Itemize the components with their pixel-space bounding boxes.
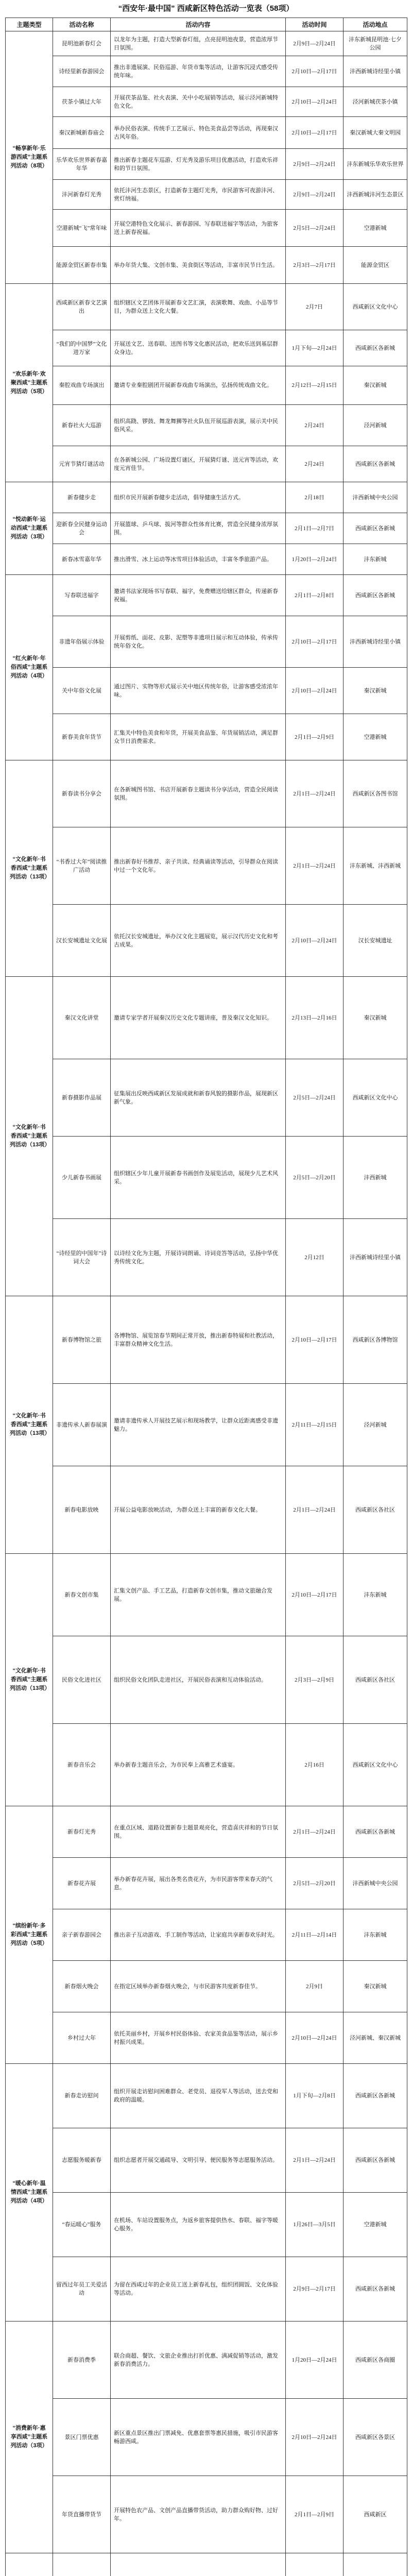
header-content: 活动内容 [111, 18, 286, 31]
activity-time: 2月9日—2月24日 [286, 180, 344, 210]
activity-row [53, 2128, 407, 2193]
activity-place: 空港新城 [344, 2193, 407, 2257]
activity-name: 新春音乐会 [53, 1724, 111, 1806]
activity-place: 西咸新区各社区 [344, 1466, 407, 1554]
activity-rows [53, 760, 407, 977]
activity-rows [53, 2064, 407, 2321]
activity-place: 沣东新城乐华欢乐世界 [344, 149, 407, 180]
activity-time: 2月10日—2月24日 [286, 668, 344, 714]
activity-name: 亲子新春游园会 [53, 1909, 111, 1961]
activity-content: 开展特色农产品、文创产品直播带货活动，助力群众购好物、过好年。 [111, 2476, 286, 2553]
activity-content: 组织辖区少年儿童开展新春书画创作及展览活动，展现少儿艺术风采。 [111, 1137, 286, 1219]
activity-row [53, 827, 407, 905]
activity-name: 沣河新春灯光秀 [53, 180, 111, 210]
header-category: 主题类型 [6, 18, 53, 31]
activity-place: 西咸新区文化中心 [344, 1059, 407, 1137]
table-body [6, 31, 407, 2576]
activity-name: “诗经里的中国年”诗词大会 [53, 1219, 111, 1296]
activity-table [5, 18, 407, 2576]
activity-place: 西咸新区各新城 [344, 330, 407, 366]
activity-name: 诗经里新春游园会 [53, 56, 111, 87]
activity-rows [53, 2553, 407, 2576]
activity-name: 迎新春全民健身运动会 [53, 513, 111, 544]
activity-content: 组织开展走访慰问困难群众、老党员、退役军人等活动，送去党和政府的温暖。 [111, 2064, 286, 2128]
activity-rows [53, 575, 407, 760]
activity-name: “我们的中国梦”文化进万家 [53, 330, 111, 366]
activity-rows [53, 977, 407, 1296]
activity-content: 开展篮球、乒乓球、拔河等群众性体育比赛，营造全民健身浓厚氛围。 [111, 513, 286, 544]
activity-row [53, 513, 407, 544]
theme-category-label: “文化新年·书香西咸”主题系列活动（13项） [6, 1296, 53, 1554]
activity-content: 以龙年为主题，打造大型新春灯组，点亮昆明池夜景，营造浓厚节日氛围。 [111, 31, 286, 56]
activity-place: 能源金贸区 [344, 247, 407, 284]
activity-row [53, 2321, 407, 2399]
activity-place: 西咸新区 [344, 2476, 407, 2553]
activity-time: 2月1日—2月24日 [286, 1806, 344, 1858]
page-title: “西安年·最中国” 西咸新区特色活动一览表（58项） [118, 4, 294, 13]
activity-name: 新春博物馆之旅 [53, 1296, 111, 1384]
activity-rows [53, 1806, 407, 2064]
activity-time: 2月1日—2月7日 [286, 513, 344, 544]
activity-place: 西咸新区各新城 [344, 1806, 407, 1858]
activity-content: 举办年货大集、文创市集、美食街区等活动，丰富市民节日生活。 [111, 247, 286, 284]
activity-row [53, 56, 407, 87]
theme-category-block [6, 760, 407, 977]
activity-place: 西咸新区各商圈 [344, 2321, 407, 2399]
activity-place: 西咸新区各新城 [344, 2257, 407, 2321]
activity-content: 推出亲子互动游戏、手工制作等活动，让家庭共享新春欢乐时光。 [111, 1909, 286, 1961]
activity-time: 2月1日—2月9日 [286, 714, 344, 760]
activity-name: 新春社火大巡游 [53, 405, 111, 446]
activity-place [344, 2553, 407, 2576]
activity-time: 2月16日 [286, 1724, 344, 1806]
activity-place: 沣西新城沣河生态景区 [344, 180, 407, 210]
activity-row [53, 2399, 407, 2476]
activity-time: 1月20日—2月24日 [286, 544, 344, 575]
activity-row [53, 446, 407, 482]
header-name: 活动名称 [53, 18, 111, 31]
activity-place: 沣西新城中央公园 [344, 482, 407, 513]
theme-category-label: “悦动新年·运动西咸”主题系列活动（3项） [6, 482, 53, 575]
theme-category-block [6, 977, 407, 1296]
activity-place: 沣东新城、沣西新城 [344, 827, 407, 905]
activity-name: “书香过大年”阅读推广活动 [53, 827, 111, 905]
activity-name: 民俗文化进社区 [53, 1636, 111, 1724]
activity-content: 举办新春花卉展，展出各类名贵花卉，为市民游客带来春天的气息。 [111, 1858, 286, 1909]
activity-row [53, 366, 407, 405]
activity-time: 2月24日 [286, 446, 344, 482]
activity-time: 1月20日—2月24日 [286, 2321, 344, 2399]
activity-content: 在机场、车站设置服务点，为返乡旅客提供热水、春联、福字等暖心服务。 [111, 2193, 286, 2257]
activity-time: 2月7日 [286, 284, 344, 330]
activity-content: 开展公益电影放映活动，为群众送上丰富的新春文化大餐。 [111, 1466, 286, 1554]
activity-row [53, 905, 407, 977]
activity-row [53, 1554, 407, 1636]
activity-rows [53, 31, 407, 284]
activity-row [53, 1858, 407, 1909]
activity-name: 关中年俗文化展 [53, 668, 111, 714]
activity-time: 2月1日—2月24日 [286, 760, 344, 827]
activity-content: 依托汉长安城遗址，举办汉文化主题展览，展示汉代历史文化和考古成果。 [111, 905, 286, 977]
activity-name: “春运暖心”服务 [53, 2193, 111, 2257]
activity-place: 沣东新城 [344, 1909, 407, 1961]
activity-rows [53, 2321, 407, 2553]
activity-name: 新春读书分享会 [53, 760, 111, 827]
activity-time: 2月12日 [286, 1219, 344, 1296]
activity-name: 非遗年俗展示体验 [53, 616, 111, 668]
activity-time: 1月26日—3月5日 [286, 2193, 344, 2257]
activity-name: 少儿新春书画展 [53, 1137, 111, 1219]
theme-category-label [6, 2553, 53, 2576]
activity-name: 茯茶小镇过大年 [53, 87, 111, 117]
activity-time: 2月1日—2月24日 [286, 827, 344, 905]
activity-content: 推出新春好书推荐、亲子共读、经典诵读等活动，引导群众在阅读中过一个文化年。 [111, 827, 286, 905]
activity-content: 新区重点景区推出门票减免、优惠套票等惠民措施，吸引市民游客畅游西咸。 [111, 2399, 286, 2476]
activity-content: 邀请书法家现场书写春联、福字，免费赠送给辖区群众，传递新春祝福。 [111, 575, 286, 616]
activity-rows [53, 284, 407, 482]
activity-row [53, 1466, 407, 1554]
activity-time: 2月10日—2月17日 [286, 1296, 344, 1384]
activity-content: 组织市民开展新春健步走活动，倡导健康生活方式。 [111, 482, 286, 513]
activity-place: 沣西新城诗经里小镇 [344, 56, 407, 87]
activity-place: 汉长安城遗址 [344, 905, 407, 977]
activity-row [53, 1909, 407, 1961]
activity-content: 组织高跷、锣鼓、舞龙舞狮等社火队伍开展巡游表演，展示关中民俗风采。 [111, 405, 286, 446]
theme-category-label: “暖心新年·温情西咸”主题系列活动（4项） [6, 2064, 53, 2321]
activity-place: 西咸新区各景区 [344, 2399, 407, 2476]
activity-content: 推出新春主题花车巡游、灯光秀及游乐项目优惠活动，打造欢乐祥和的节日氛围。 [111, 149, 286, 180]
activity-content: 联合商超、餐饮、文旅企业推出打折优惠、满减促销等活动，激发新春消费活力。 [111, 2321, 286, 2399]
activity-time: 1月下旬—2月24日 [286, 330, 344, 366]
activity-place: 沣东新城 [344, 544, 407, 575]
activity-row [53, 2476, 407, 2553]
activity-content: 邀请专家学者开展秦汉历史文化专题讲座，普及秦汉文化知识。 [111, 977, 286, 1059]
activity-content: 汇集文创产品、手工艺品，打造新春文创市集，推动文旅融合发展。 [111, 1554, 286, 1636]
activity-time: 2月5日—2月24日 [286, 1059, 344, 1137]
activity-row [53, 180, 407, 210]
activity-row [53, 575, 407, 616]
activity-content: 组织辖区文艺团体开展新春文艺汇演，表演歌舞、戏曲、小品等节目，为群众送上文化大餐。 [111, 284, 286, 330]
activity-place: 西咸新区各新城 [344, 513, 407, 544]
activity-name [53, 2553, 111, 2576]
activity-row [53, 149, 407, 180]
activity-content: 举办新春主题音乐会，为市民奉上高雅艺术盛宴。 [111, 1724, 286, 1806]
activity-place: 西咸新区各新城 [344, 2128, 407, 2193]
activity-time: 2月24日 [286, 405, 344, 446]
activity-row [53, 284, 407, 330]
activity-place: 空港新城 [344, 210, 407, 247]
activity-content: 为留在西咸过年的企业员工送上新春礼包，组织团圆饭、文化体验等活动。 [111, 2257, 286, 2321]
activity-name: 元宵节猜灯谜活动 [53, 446, 111, 482]
activity-row [53, 405, 407, 446]
activity-time: 2月12日—2月15日 [286, 366, 344, 405]
activity-row [53, 210, 407, 247]
activity-time: 2月10日—2月17日 [286, 117, 344, 149]
activity-place: 西咸新区各新城 [344, 575, 407, 616]
activity-time: 2月9日 [286, 1961, 344, 2012]
activity-name: 志愿服务暖新春 [53, 2128, 111, 2193]
activity-content: 组织民俗文化团队走进社区，开展民俗表演和互动体验活动。 [111, 1636, 286, 1724]
activity-name: 新春走访慰问 [53, 2064, 111, 2128]
activity-time: 2月3日—2月17日 [286, 247, 344, 284]
activity-content: 征集展出反映西咸新区发展成就和新春风貌的摄影作品，展现新区新气象。 [111, 1059, 286, 1137]
activity-time: 2月11日—2月14日 [286, 1909, 344, 1961]
activity-time: 2月10日—2月24日 [286, 905, 344, 977]
activity-row [53, 1059, 407, 1137]
activity-name: 新春美食年货节 [53, 714, 111, 760]
activity-place: 西咸新区各社区 [344, 1636, 407, 1724]
theme-category-block [6, 1806, 407, 2064]
activity-content: 在各新城公园、广场设置灯谜区，开展猜灯谜、送元宵等活动，欢度元宵佳节。 [111, 446, 286, 482]
theme-category-label: “红火新年·年俗西咸”主题系列活动（4项） [6, 575, 53, 760]
activity-row [53, 330, 407, 366]
activity-time: 2月9日—2月24日 [286, 31, 344, 56]
activity-name: 汉长安城遗址文化展 [53, 905, 111, 977]
activity-name: 空港新城“飞”常年味 [53, 210, 111, 247]
activity-time: 2月3日—2月9日 [286, 1636, 344, 1724]
activity-name: 乐华欢乐世界新春嘉年华 [53, 149, 111, 180]
activity-time: 2月18日 [286, 482, 344, 513]
activity-name: 新春烟火晚会 [53, 1961, 111, 2012]
activity-place: 西咸新区文化中心 [344, 1724, 407, 1806]
theme-category-label: “文化新年·书香西咸”主题系列活动（13项） [6, 977, 53, 1296]
activity-place: 西咸新区各新城 [344, 446, 407, 482]
theme-category-label: “文化新年·书香西咸”主题系列活动（13项） [6, 1554, 53, 1806]
theme-category-block [6, 284, 407, 482]
activity-rows [53, 1296, 407, 1554]
activity-place: 西咸新区文化中心 [344, 284, 407, 330]
activity-time: 2月5日—2月20日 [286, 1137, 344, 1219]
activity-content: 举办民俗表演、传统手工艺展示、特色美食品尝等活动，再现秦汉古风年俗。 [111, 117, 286, 149]
activity-row [53, 2193, 407, 2257]
activity-name: 新春摄影作品展 [53, 1059, 111, 1137]
activity-content: 推出非遗展演、民俗巡游、年货市集等活动，让游客沉浸式感受传统年味。 [111, 56, 286, 87]
theme-category-block [6, 1554, 407, 1806]
activity-name: 新春消费季 [53, 2321, 111, 2399]
theme-category-block [6, 575, 407, 760]
theme-category-block [6, 2553, 407, 2576]
activity-place: 秦汉新城 [344, 977, 407, 1059]
activity-content: 推出滑雪、冰上运动等冰雪项目体验活动，丰富冬季旅游产品。 [111, 544, 286, 575]
activity-name: 新春花卉展 [53, 1858, 111, 1909]
activity-place: 泾河新城、秦汉新城 [344, 2012, 407, 2064]
activity-place: 沣西新城诗经里小镇 [344, 616, 407, 668]
activity-name: 非遗传承人新春展演 [53, 1384, 111, 1466]
activity-content: 通过图片、实物等形式展示关中地区传统年俗，让游客感受浓浓年味。 [111, 668, 286, 714]
activity-place: 沣西新城诗经里小镇 [344, 1219, 407, 1296]
activity-content: 依托美丽乡村，开展乡村民俗体验、农家美食品鉴等活动，展示乡村振兴成果。 [111, 2012, 286, 2064]
activity-rows [53, 482, 407, 575]
activity-content: 开展空港特色文化展示、新春游园、写春联送福字等活动，为旅客送上新春祝福。 [111, 210, 286, 247]
activity-row [53, 1219, 407, 1296]
activity-row [53, 1296, 407, 1384]
activity-row [53, 117, 407, 149]
theme-category-label: “缤纷新年·多彩西咸”主题系列活动（5项） [6, 1806, 53, 2064]
activity-time: 2月1日—2月9日 [286, 2476, 344, 2553]
activity-content: 在重点区域、道路设置新春主题景观亮化，营造喜庆祥和的节日氛围。 [111, 1806, 286, 1858]
activity-name: 昆明池新春灯会 [53, 31, 111, 56]
theme-category-block [6, 31, 407, 284]
activity-name: 新春电影放映 [53, 1466, 111, 1554]
activity-row [53, 2553, 407, 2576]
activity-content: 组织志愿者开展交通疏导、文明引导、便民服务等志愿服务活动。 [111, 2128, 286, 2193]
activity-name: 留西过年员工关爱活动 [53, 2257, 111, 2321]
activity-row [53, 2064, 407, 2128]
activity-content: 开展剪纸、面花、皮影、泥塑等非遗项目展示和互动体验，传承传统年俗文化。 [111, 616, 286, 668]
activity-content: 各博物馆、展览馆春节期间正常开放，推出新春特展和社教活动，丰富群众精神文化生活。 [111, 1296, 286, 1384]
activity-row [53, 2257, 407, 2321]
activity-time [286, 2553, 344, 2576]
theme-category-label: “文化新年·书香西咸”主题系列活动（13项） [6, 760, 53, 977]
activity-row [53, 87, 407, 117]
activity-place: 秦汉新城大秦文明园 [344, 117, 407, 149]
activity-place: 西咸新区各图书馆 [344, 760, 407, 827]
activity-row [53, 977, 407, 1059]
activity-name: 秦汉新城新春庙会 [53, 117, 111, 149]
activity-row [53, 544, 407, 575]
activity-content: 开展送文艺、送春联、送图书等文化惠民活动，把欢乐送到基层群众身边。 [111, 330, 286, 366]
activity-row [53, 616, 407, 668]
activity-time: 2月10日—2月24日 [286, 2012, 344, 2064]
activity-row [53, 31, 407, 56]
activity-row [53, 1384, 407, 1466]
activity-place: 泾河新城 [344, 405, 407, 446]
activity-time: 2月1日—2月24日 [286, 2128, 344, 2193]
activity-name: 乡村过大年 [53, 2012, 111, 2064]
activity-time: 2月5日—2月24日 [286, 210, 344, 247]
activity-place: 空港新城 [344, 714, 407, 760]
activity-place: 沣东新城 [344, 1554, 407, 1636]
activity-row [53, 760, 407, 827]
activity-content: 开展茯茶品鉴、社火表演、关中小吃展销等活动，展示泾河新城特色文化。 [111, 87, 286, 117]
activity-place: 沣西新城中央公园 [344, 1858, 407, 1909]
header-place: 活动地点 [344, 18, 407, 31]
activity-name: 新春文创市集 [53, 1554, 111, 1636]
activity-place: 泾河新城 [344, 1384, 407, 1466]
activity-time: 2月13日—2月16日 [286, 977, 344, 1059]
activity-row [53, 668, 407, 714]
header-time: 活动时间 [286, 18, 344, 31]
activity-name: 景区门票优惠 [53, 2399, 111, 2476]
activity-name: 秦汉文化讲堂 [53, 977, 111, 1059]
activity-name: 西咸新区新春文艺演出 [53, 284, 111, 330]
activity-row [53, 1961, 407, 2012]
activity-place: 秦汉新城 [344, 1961, 407, 2012]
activity-name: 写春联送福字 [53, 575, 111, 616]
activity-place: 沣东新城昆明池·七夕公园 [344, 31, 407, 56]
activity-row [53, 482, 407, 513]
theme-category-block [6, 2064, 407, 2321]
activity-place: 西咸新区各新城 [344, 2064, 407, 2128]
activity-name: 新春灯光秀 [53, 1806, 111, 1858]
activity-row [53, 1636, 407, 1724]
activity-time: 2月9日—2月17日 [286, 2257, 344, 2321]
activity-content [111, 2553, 286, 2576]
activity-time: 2月11日—2月15日 [286, 1384, 344, 1466]
activity-content: 以诗经文化为主题，开展诗词朗诵、诗词竞答等活动，弘扬中华优秀传统文化。 [111, 1219, 286, 1296]
activity-row [53, 1137, 407, 1219]
activity-name: 新春健步走 [53, 482, 111, 513]
activity-place: 西咸新区各博物馆 [344, 1296, 407, 1384]
activity-time: 1月下旬—2月8日 [286, 2064, 344, 2128]
theme-category-label: “欢乐新年·欢聚西咸”主题系列活动（5项） [6, 284, 53, 482]
activity-content: 在各新城图书馆、书店开展新春主题读书分享活动，营造全民阅读氛围。 [111, 760, 286, 827]
activity-name: 新春冰雪嘉年华 [53, 544, 111, 575]
activity-time: 2月10日—2月17日 [286, 1554, 344, 1636]
activity-content: 汇集关中特色美食和年货，开展美食品鉴、年货展销活动，满足群众节日消费需求。 [111, 714, 286, 760]
activity-time: 2月1日—2月8日 [286, 575, 344, 616]
theme-category-label: “消费新年·惠享西咸”主题系列活动（3项） [6, 2321, 53, 2553]
activity-time: 2月5日—2月20日 [286, 1858, 344, 1909]
activity-row [53, 247, 407, 284]
activity-content: 在指定区域举办新春烟火晚会，与市民游客共度新春佳节。 [111, 1961, 286, 2012]
activity-content: 邀请专业秦腔剧团开展新春戏曲专场演出，弘扬传统戏曲文化。 [111, 366, 286, 405]
theme-category-block [6, 1296, 407, 1554]
activity-rows [53, 1554, 407, 1806]
activity-time: 2月9日—2月24日 [286, 149, 344, 180]
activity-content: 依托沣河生态景区，打造新春主题灯光秀，市民游客可夜游沣河、赏灯纳福。 [111, 180, 286, 210]
theme-category-block [6, 2321, 407, 2553]
activity-place: 秦汉新城 [344, 668, 407, 714]
activity-place: 秦汉新城 [344, 366, 407, 405]
activity-name: 能源金贸区新春市集 [53, 247, 111, 284]
theme-category-block [6, 482, 407, 575]
activity-place: 泾河新城茯茶小镇 [344, 87, 407, 117]
theme-category-label: “畅享新年·乐游西咸”主题系列活动（8项） [6, 31, 53, 284]
activity-name: 秦腔戏曲专场演出 [53, 366, 111, 405]
activity-content: 邀请非遗传承人开展技艺展示和现场教学，让群众近距离感受非遗魅力。 [111, 1384, 286, 1466]
table-header-row [6, 18, 407, 31]
activity-place: 沣西新城 [344, 1137, 407, 1219]
activity-name: 年货直播带货节 [53, 2476, 111, 2553]
activity-time: 2月10日—2月17日 [286, 616, 344, 668]
activity-time: 2月10日—2月24日 [286, 87, 344, 117]
activity-time: 2月1日—2月24日 [286, 1466, 344, 1554]
activity-row [53, 2012, 407, 2064]
activity-time: 2月10日—2月24日 [286, 2399, 344, 2476]
activity-row [53, 1806, 407, 1858]
activity-time: 2月10日—2月17日 [286, 56, 344, 87]
activity-row [53, 1724, 407, 1806]
activity-row [53, 714, 407, 760]
